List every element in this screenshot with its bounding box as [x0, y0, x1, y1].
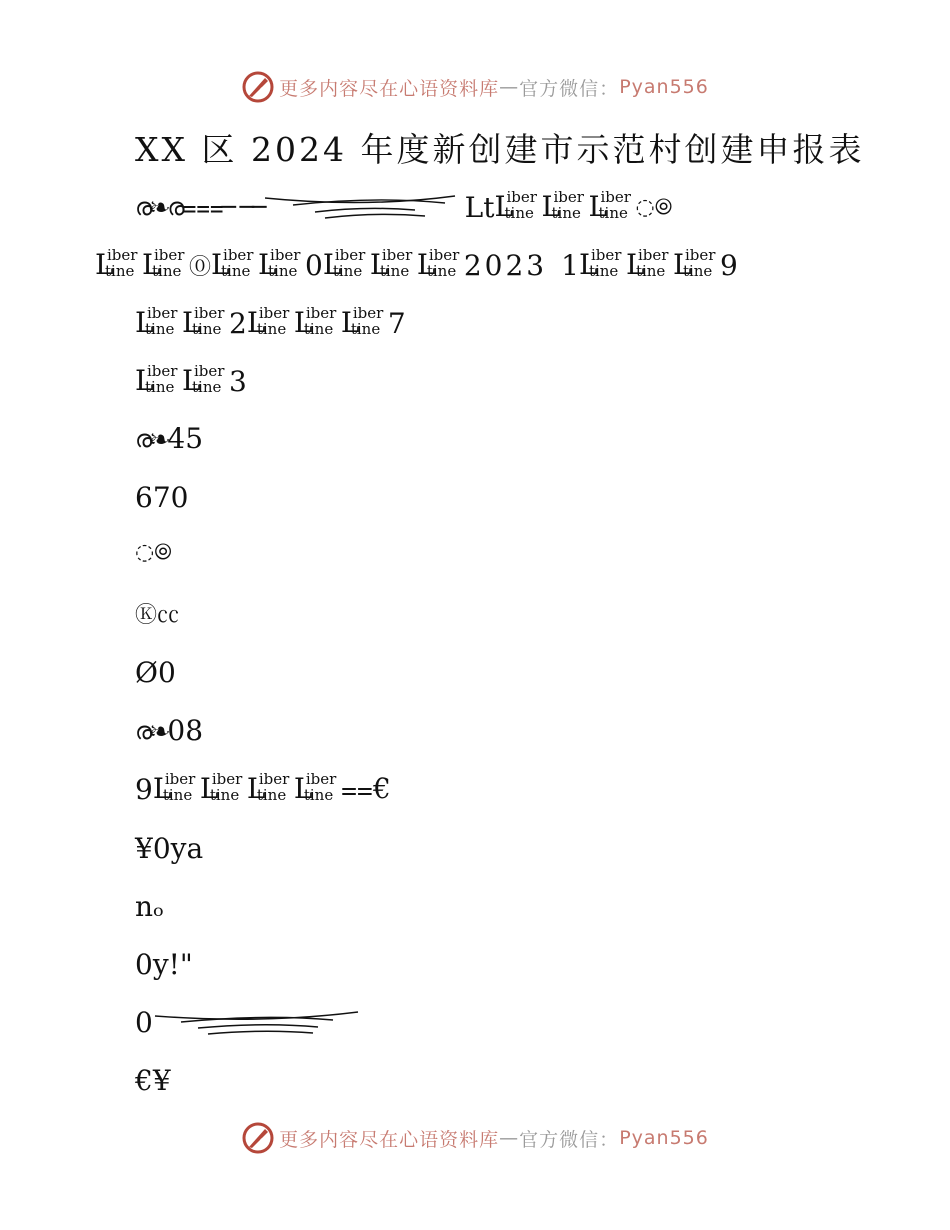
ligature-glyph: L iber tine	[416, 246, 460, 281]
line-2-part-e: 9	[719, 248, 738, 282]
ligature-glyph: L iber tine	[95, 246, 138, 281]
footer-watermark	[0, 1121, 950, 1155]
ligature-glyph: L iber tine	[578, 246, 622, 281]
watermark-handle: Pyan556	[619, 1127, 709, 1149]
line-2-part-b: 0	[305, 248, 323, 282]
garbled-line-5	[135, 422, 203, 455]
watermark-text: 更多内容尽在心语资料库	[279, 1128, 500, 1151]
garbled-line-11	[135, 772, 391, 806]
ligature-glyph: L iber tine	[135, 304, 178, 339]
ligature-glyph: L iber tine	[293, 770, 337, 805]
garbled-line-13: nₒ	[135, 890, 164, 923]
line-3-part-a: 2	[229, 306, 247, 340]
line-2-part-a: ⓪	[189, 254, 212, 280]
ligature-glyph: L iber tine	[322, 246, 366, 281]
line-15-text: 0	[135, 1006, 153, 1039]
garbled-line-1	[135, 190, 672, 224]
garbled-line-6: 670	[135, 481, 189, 514]
ligature-glyph: L iber tine	[293, 304, 337, 339]
line-2-part-c: 2023	[463, 248, 548, 282]
ornament-glyphs: ര❧ര⩶─ ──	[135, 193, 265, 221]
line-1-tail: ◌⦾	[635, 194, 673, 220]
garbled-line-16: €¥	[135, 1064, 171, 1097]
line-3-part-b: 7	[387, 306, 406, 340]
ornament-glyphs: ര❧	[135, 716, 168, 745]
line-4-text: 3	[229, 364, 247, 398]
ligature-glyph: L iber tine	[588, 188, 631, 223]
watermark-wechat-label: 官方微信：	[519, 77, 620, 100]
quill-logo-icon	[241, 70, 275, 104]
ligature-glyph: L iber tine	[672, 246, 716, 281]
line-2-part-d: 1	[561, 248, 579, 282]
ligature-glyph: L iber tine	[369, 246, 413, 281]
garbled-line-14: 0y!"	[135, 948, 193, 981]
ligature-glyph: L iber tine	[199, 770, 243, 805]
ligature-glyph: L iber tine	[246, 304, 290, 339]
watermark-handle: Pyan556	[619, 76, 709, 98]
garbled-line-15	[135, 1006, 363, 1039]
quill-logo-icon	[241, 1121, 275, 1155]
wave-ornament	[153, 1008, 363, 1038]
garbled-line-9: Ø0	[135, 656, 176, 689]
ligature-glyph: L iber tine	[246, 770, 290, 805]
garbled-line-7: ◌⦾	[135, 540, 172, 565]
ligature-glyph: L iber tine	[211, 246, 254, 281]
ligature-glyph: L iber tine	[142, 246, 185, 281]
line-10-text: 08	[167, 714, 204, 747]
line-11-part-b: ⩵€	[340, 772, 391, 805]
watermark-separator: —	[499, 1127, 520, 1149]
watermark-text: 更多内容尽在心语资料库	[279, 77, 500, 100]
header-watermark	[0, 70, 950, 104]
watermark-separator: —	[499, 76, 520, 98]
watermark-wechat-label: 官方微信：	[519, 1128, 620, 1151]
garbled-line-4	[135, 364, 247, 398]
garbled-line-8: Ⓚ㏄	[135, 603, 180, 628]
ligature-glyph: L iber tine	[258, 246, 301, 281]
ligature-glyph: L iber tine	[182, 362, 225, 397]
ligature-glyph: L iber tine	[541, 188, 584, 223]
ligature-glyph: L iber tine	[182, 304, 225, 339]
line-11-part-a: 9	[135, 772, 153, 806]
ligature-glyph: L iber tine	[135, 362, 178, 397]
ligature-glyph: L iber tine	[152, 770, 196, 805]
ornament-glyphs: ര❧	[135, 424, 168, 453]
garbled-line-12: ¥0ya	[135, 832, 204, 865]
ligature-l: Lt	[464, 190, 495, 224]
document-title: XX 区 2024 年度新创建市示范村创建申报表	[135, 130, 865, 169]
garbled-line-2	[95, 248, 738, 282]
garbled-line-10	[135, 714, 203, 747]
wave-ornament	[265, 192, 465, 222]
line-5-text: 45	[167, 422, 204, 455]
ligature-glyph: L iber tine	[494, 188, 537, 223]
garbled-line-3	[135, 306, 406, 340]
ligature-glyph: L iber tine	[625, 246, 669, 281]
ligature-glyph: L iber tine	[340, 304, 384, 339]
